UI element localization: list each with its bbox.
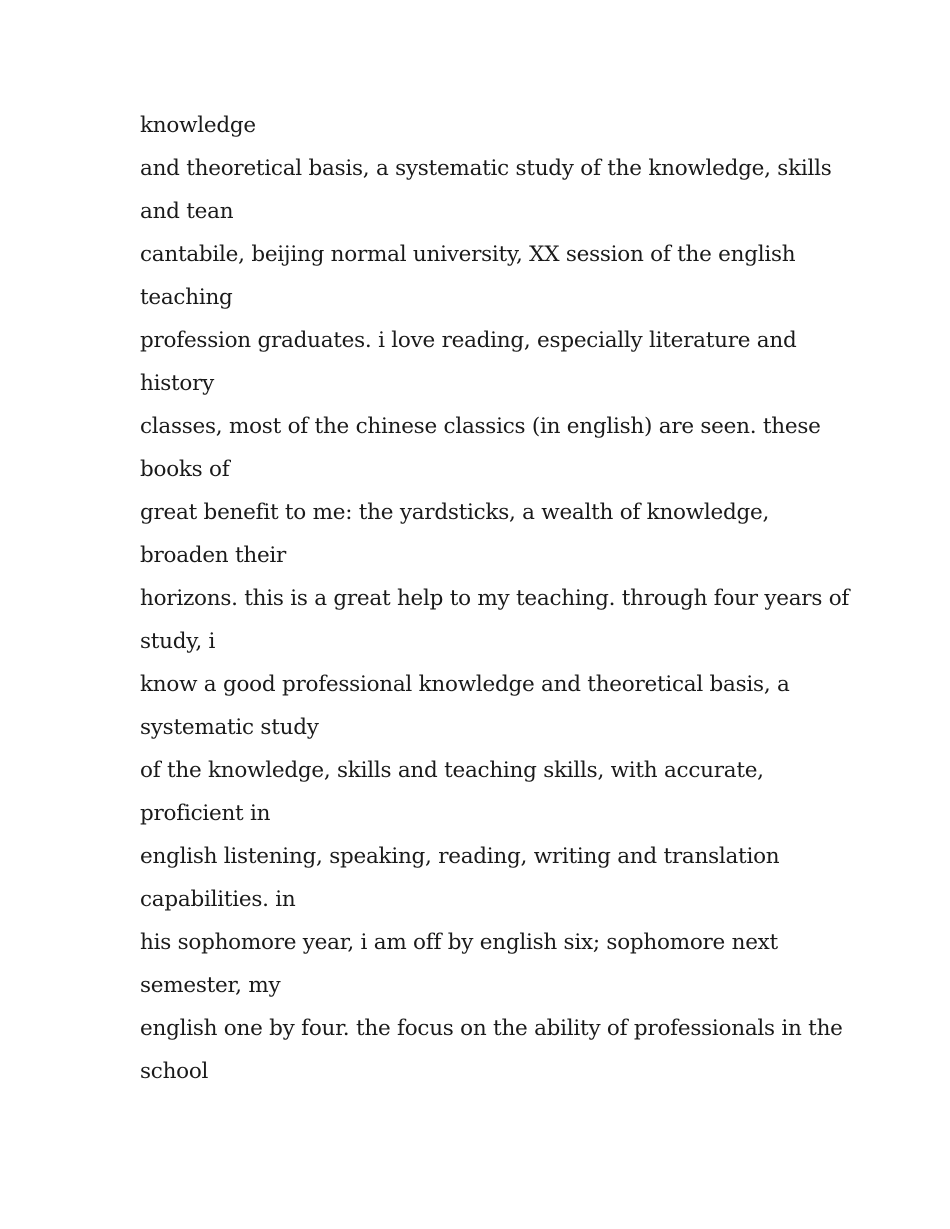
text-line: profession graduates. i love reading, especially literature and: [140, 328, 797, 353]
text-line: history: [140, 371, 215, 396]
document-body-text: [140, 104, 850, 1093]
text-line: his sophomore year, i am off by english six; sophomore next: [140, 930, 778, 955]
text-line: knowledge: [140, 113, 256, 138]
text-line: systematic study: [140, 715, 319, 740]
text-line: great benefit to me: the yardsticks, a wealth of knowledge,: [140, 500, 770, 525]
text-line: english listening, speaking, reading, writing and translation: [140, 844, 780, 869]
text-line: know a good professional knowledge and theoretical basis, a: [140, 672, 790, 697]
text-line: of the knowledge, skills and teaching skills, with accurate,: [140, 758, 764, 783]
text-line: and theoretical basis, a systematic study of the knowledge, skills: [140, 156, 832, 181]
text-line: teaching: [140, 285, 233, 310]
text-line: school: [140, 1059, 209, 1084]
text-line: books of: [140, 457, 230, 482]
text-line: horizons. this is a great help to my teaching. through four years of: [140, 586, 850, 611]
text-line: cantabile, beijing normal university, XX session of the english: [140, 242, 796, 267]
text-line: study, i: [140, 629, 216, 654]
text-line: capabilities. in: [140, 887, 296, 912]
text-line: proficient in: [140, 801, 271, 826]
text-line: broaden their: [140, 543, 287, 568]
text-line: classes, most of the chinese classics (in english) are seen. these: [140, 414, 821, 439]
text-line: semester, my: [140, 973, 281, 998]
text-line: english one by four. the focus on the ability of professionals in the: [140, 1016, 843, 1041]
text-line: and tean: [140, 199, 234, 224]
